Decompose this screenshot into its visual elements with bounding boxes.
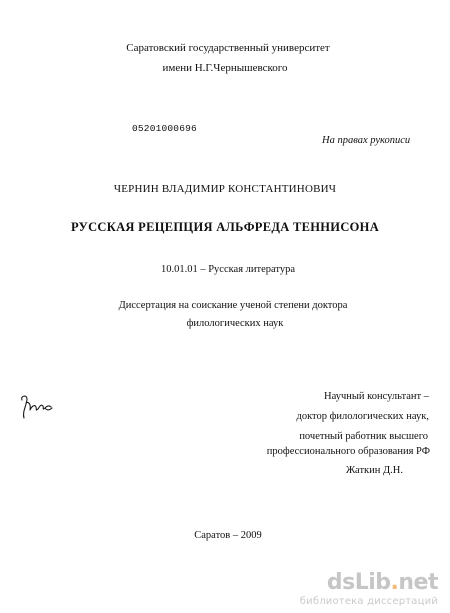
watermark-logo-main: dsLib (326, 570, 391, 595)
handwritten-signature (16, 392, 56, 422)
watermark (300, 572, 438, 607)
adviser-line-2: доктор филологических наук, (296, 411, 429, 422)
adviser-line-4: профессионального образования РФ (266, 446, 430, 457)
watermark-logo (300, 572, 438, 594)
rights-notice: На правах рукописи (322, 135, 411, 146)
watermark-logo-tld: net (398, 570, 438, 595)
document-number: 05201000696 (132, 123, 197, 134)
city-and-year: Саратов – 2009 (194, 530, 262, 541)
adviser-name: Жаткин Д.Н. (345, 465, 403, 476)
adviser-line-1: Научный консультант – (324, 391, 429, 402)
watermark-subtitle: библиотека диссертаций (299, 596, 438, 607)
adviser-line-3: почетный работник высшего (299, 431, 428, 442)
author-name: ЧЕРНИН ВЛАДИМИР КОНСТАНТИНОВИЧ (113, 183, 337, 195)
dissertation-title: РУССКАЯ РЕЦЕПЦИЯ АЛЬФРЕДА ТЕННИСОНА (70, 220, 380, 234)
university-line-2: имени Н.Г.Чернышевского (162, 62, 288, 74)
specialty-code: 10.01.01 – Русская литература (160, 264, 296, 275)
university-line-1: Саратовский государственный университет (126, 42, 330, 54)
degree-line-2: филологических наук (186, 318, 284, 329)
watermark-logo-dot: . (390, 570, 399, 595)
degree-line-1: Диссертация на соискание ученой степени доктора (118, 300, 348, 311)
